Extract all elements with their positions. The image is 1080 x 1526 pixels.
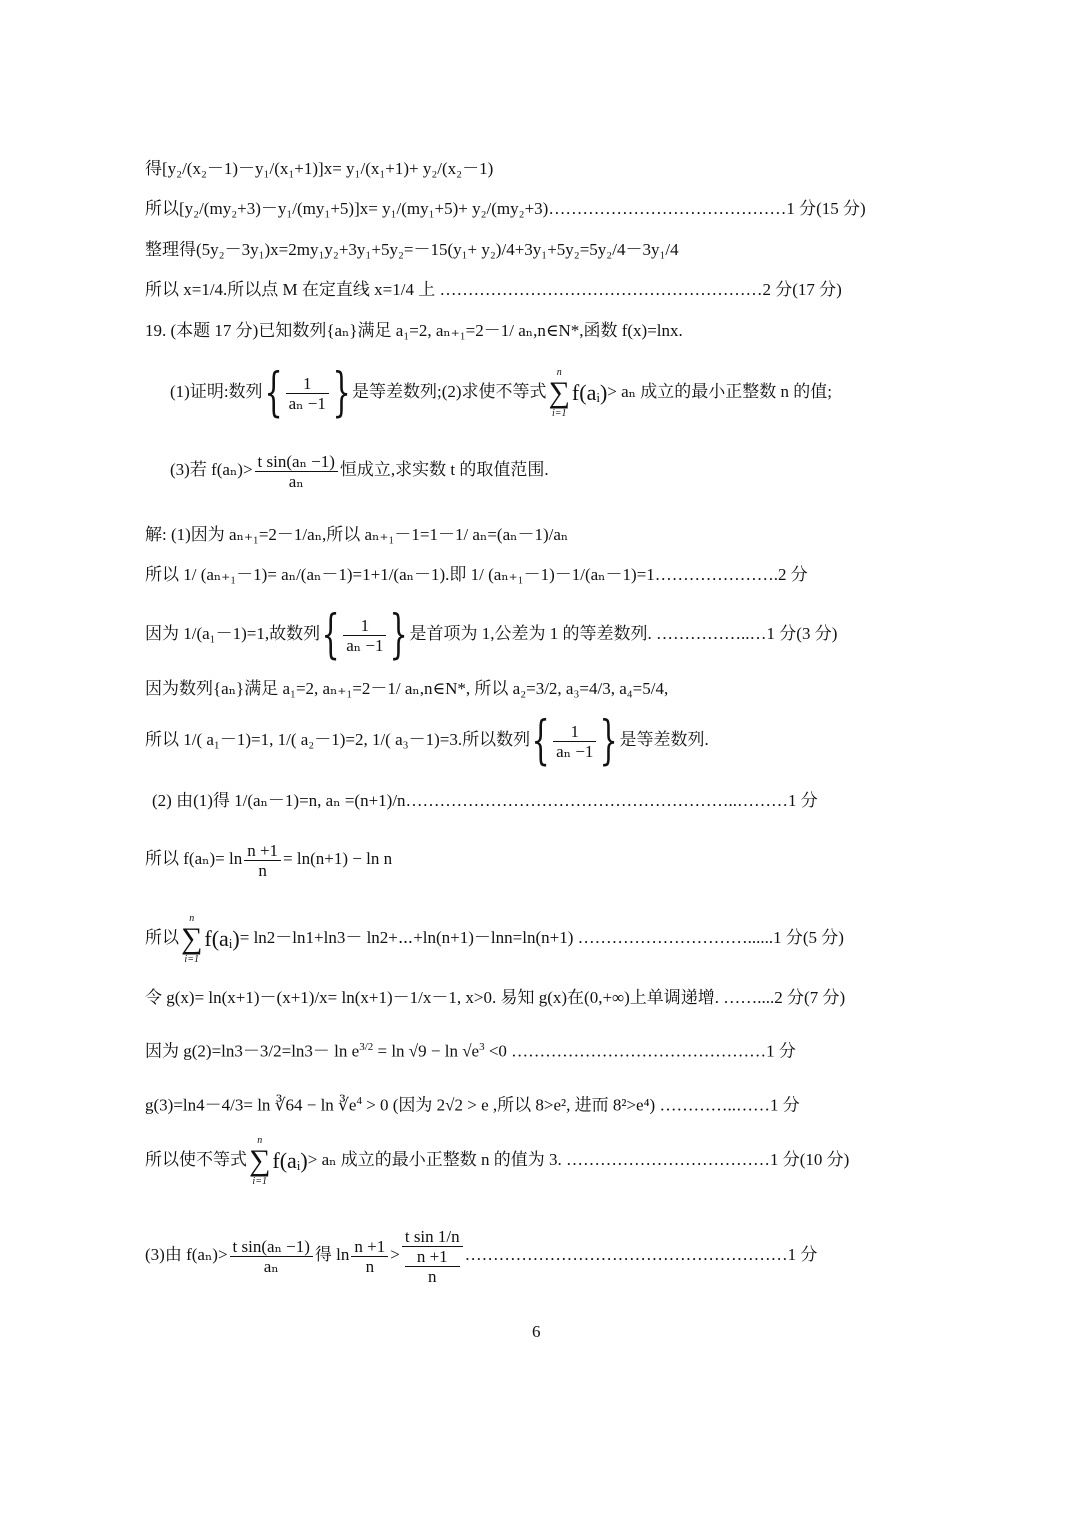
solution-11 [145,1090,800,1117]
s10-text-e: <0 ………………………………………1 分 [484,1041,796,1061]
sum-term: f(aᵢ) [272,1148,308,1174]
solution-5 [145,711,709,772]
solution-13 [145,1210,817,1300]
sum-term: f(aᵢ) [204,926,240,952]
line-3: 整理得(5y₂－3y₁)x=2my₁y₂+3y₁+5y₂=－15(y₁+ y₂)/4+3y₁+5y₂=5y₂/4－3y₁/4 [145,240,679,259]
s5-text-b: 是等差数列. [619,730,709,749]
solution-1: 解: (1)因为 aₙ₊₁=2－1/aₙ,所以 aₙ₊₁－1=1－1/ aₙ=(aₙ－1)/aₙ [145,525,569,544]
solution-10 [145,1036,796,1063]
q3-text-a: (3)若 f(aₙ)> [170,460,253,479]
s11-text-a: g(3)=ln4－4/3= ln ∛64 − ln ∛e [145,1095,357,1115]
fraction-1-over-an-1: $\frac{1}{\text{aₙ −1}}$ [553,722,596,761]
summation: n ∑ i=1 [181,913,203,966]
fraction-tsin-over-an: $\frac{\text{t sin(aₙ −1)}}{\text{aₙ}}$ [230,1237,313,1276]
problem-19-title: 19. (本题 17 分)已知数列{aₙ}满足 a₁=2, aₙ₊₁=2－1/ aₙ,n∈N*,函数 f(x)=lnx. [145,321,683,340]
fraction-n1-over-n: $\frac{n +1}{n}$ [351,1237,388,1276]
q1-text-b: 是等差数列;(2)求使不等式 [351,382,547,401]
line-2: 所以[y₂/(my₂+3)－y₁/(my₁+5)]x= y₁/(my₁+5)+ y₂/(my₂+3)……………………………………1 分(15 分) [145,199,866,218]
s11-exp: 4 [356,1095,362,1107]
s7-text-a: 所以 f(aₙ)= ln [145,849,243,868]
s10-exp2: 3 [479,1041,485,1053]
summation: n ∑ i=1 [548,367,570,420]
solution-7 [145,836,392,882]
s7-text-b: = ln(n+1) − ln n [283,849,393,868]
s11-text-c: > 0 (因为 2√2 > e ,所以 8>e², 进而 8²>e⁴) …………..……1 分 [361,1095,800,1115]
q1-text-a: (1)证明:数列 [170,382,263,401]
fraction-n1-over-n: $\frac{n +1}{n}$ [244,841,281,880]
s3-text-b: 是首项为 1,公差为 1 的等差数列. ……………..…1 分(3 分) [409,624,838,643]
fraction-complex: t sin 1/n n +1 n [402,1227,463,1286]
s3-text-a: 因为 1/(a₁－1)=1,故数列 [145,624,321,643]
s8-text-a: 所以 [145,928,179,947]
left-brace: { [321,605,340,666]
line-1: 得[y₂/(x₂－1)－y₁/(x₁+1)]x= y₁/(x₁+1)+ y₂/(x₂－1) [145,159,494,178]
fraction-1-over-an-1: $\frac{1}{\text{aₙ −1}}$ [343,616,386,655]
s10-exp: 3/2 [359,1041,374,1053]
q1-text-c: > aₙ 成立的最小正整数 n 的值; [607,382,832,401]
right-brace: } [332,363,351,424]
question-1-2 [170,363,832,424]
s5-text-a: 所以 1/( a₁－1)=1, 1/( a₂－1)=2, 1/( a₃－1)=3.所以数列 [145,730,531,749]
solution-4: 因为数列{aₙ}满足 a₁=2, aₙ₊₁=2－1/ aₙ,n∈N*, 所以 a₂=3/2, a₃=4/3, a₄=5/4, [145,679,669,698]
q3-text-b: 恒成立,求实数 t 的取值范围. [339,460,549,479]
solution-8 [145,912,844,965]
s12-text-a: 所以使不等式 [145,1150,247,1169]
s12-text-b: > aₙ 成立的最小正整数 n 的值为 3. ………………………………1 分(10 分) [307,1150,850,1169]
s13-text-a: (3)由 f(aₙ)> [145,1245,228,1264]
s13-text-d: …………………………………………………1 分 [464,1245,818,1264]
fraction-1-over-an-1: $\frac{1}{\text{aₙ −1}}$ [286,374,329,413]
solution-12 [145,1134,849,1187]
left-brace: { [263,363,283,424]
s13-gt: > [390,1245,400,1264]
right-brace: } [389,605,409,666]
solution-2: 所以 1/ (aₙ₊₁－1)= aₙ/(aₙ－1)=1+1/(aₙ－1).即 1/ (aₙ₊₁－1)－1/(aₙ－1)=1………………….2 分 [145,565,808,584]
s10-text-a: 因为 g(2)=ln3－3/2=ln3－ ln e [145,1041,360,1061]
left-brace: { [531,711,550,772]
s10-text-c: = ln √9 − ln √e [373,1041,480,1061]
page-number: 6 [532,1322,541,1341]
right-brace: } [599,711,619,772]
line-4: 所以 x=1/4.所以点 M 在定直线 x=1/4 上 …………………………………………………2 分(17 分) [145,280,842,299]
s13-text-b: 得 ln [314,1245,350,1264]
solution-6: (2) 由(1)得 1/(aₙ－1)=n, aₙ =(n+1)/n…………………………………………………..………1 分 [152,791,818,810]
solution-3 [145,605,838,666]
fraction-tsin-over-an: $\frac{\text{t sin(aₙ −1)}}{\text{aₙ}}$ [255,452,338,491]
solution-9: 令 g(x)= ln(x+1)－(x+1)/x= ln(x+1)－1/x－1, x>0. 易知 g(x)在(0,+∞)上单调递增. ……....2 分(7 分) [145,988,846,1007]
s8-text-b: = ln2－ln1+ln3－ ln2+⋯+ln(n+1)－lnn=ln(n+1) …………………………......1 分(5 分) [239,928,844,947]
summation: n ∑ i=1 [249,1135,271,1188]
sum-term: f(aᵢ) [571,380,608,406]
question-3 [170,446,549,494]
